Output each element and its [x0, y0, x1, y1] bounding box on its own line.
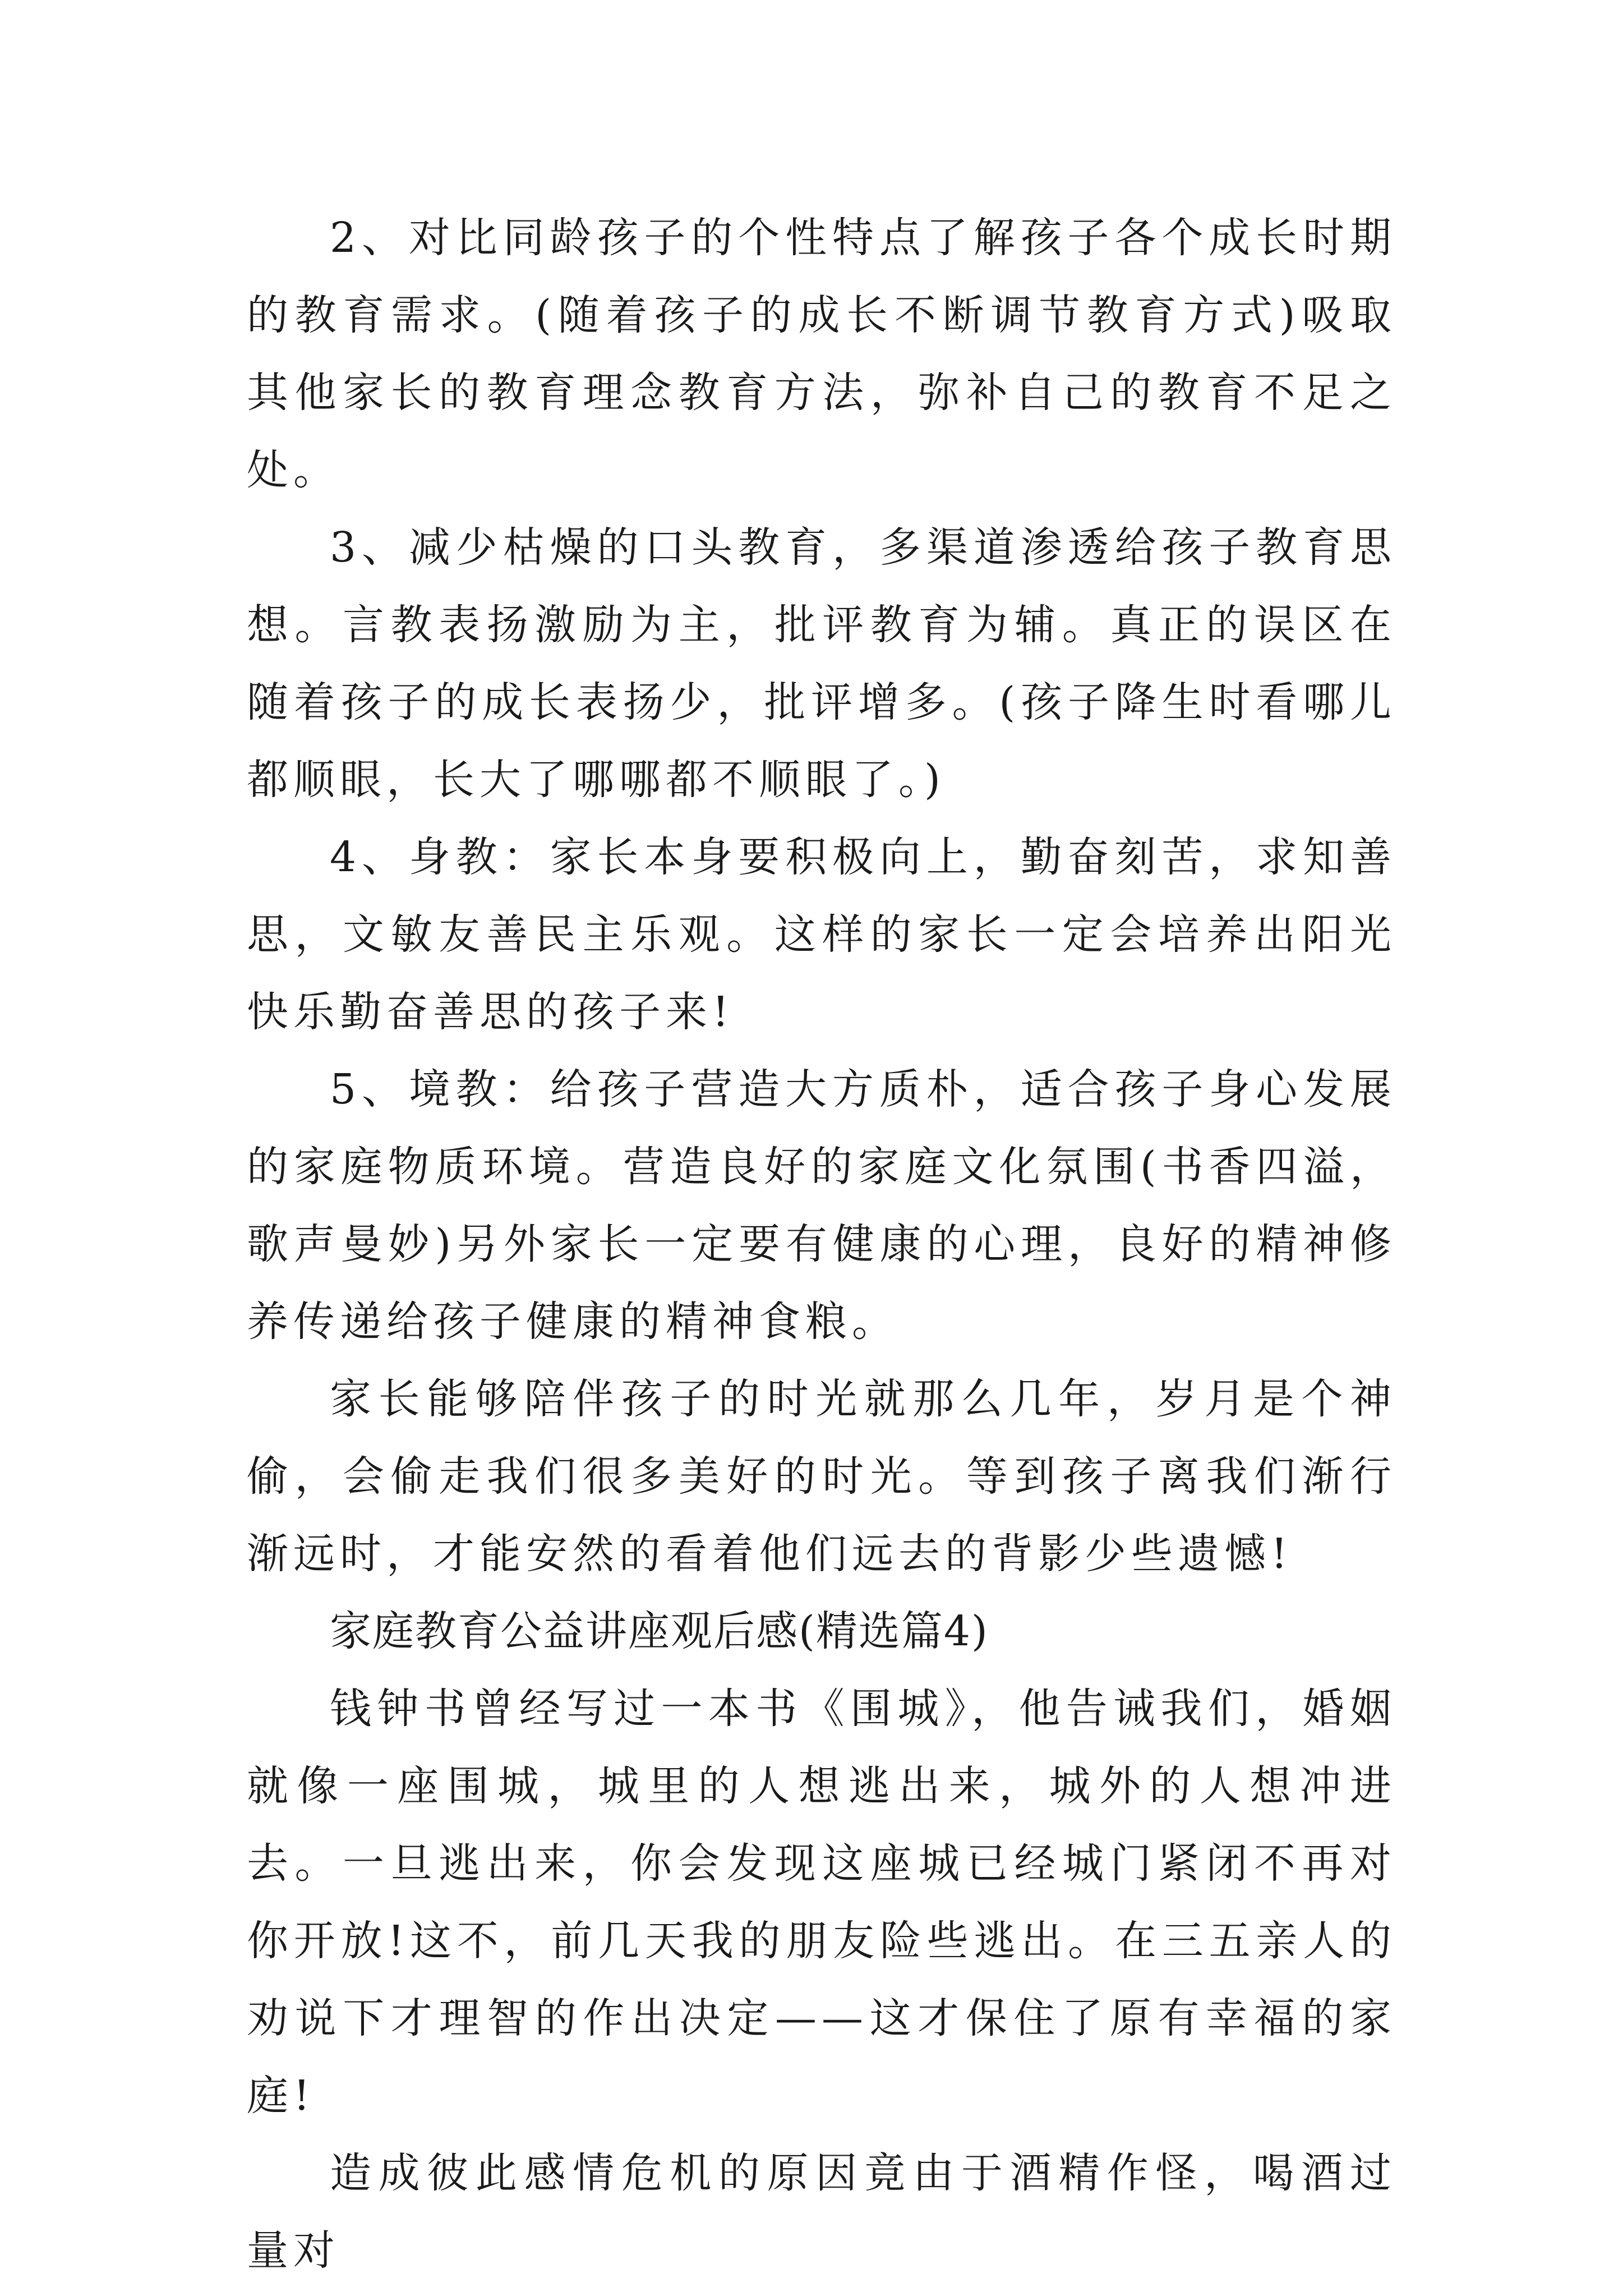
paragraph-item-2: 2、对比同龄孩子的个性特点了解孩子各个成长时期的教育需求。(随着孩子的成长不断调节教育方式)吸取其他家长的教育理念教育方法，弥补自己的教育不足之处。	[247, 214, 1396, 494]
section-paragraph: 造成彼此感情危机的原因竟由于酒精作怪，喝酒过量对	[247, 2149, 1396, 2275]
section-paragraph: 钱钟书曾经写过一本书《围城》，他告诫我们，婚姻就像一座围城，城里的人想逃出来，城外的人想冲进去。一旦逃出来，你会发现这座城已经城门紧闭不再对你开放!这不，前几天我的朋友险些逃出。在三五亲人的劝说下才理智的作出决定——这才保住了原有幸福的家庭!	[247, 1685, 1396, 2120]
paragraph-item-3: 3、减少枯燥的口头教育，多渠道渗透给孩子教育思想。言教表扬激励为主，批评教育为辅。真正的误区在随着孩子的成长表扬少，批评增多。(孩子降生时看哪儿都顺眼，长大了哪哪都不顺眼了。)	[247, 523, 1396, 804]
paragraph-item-4: 4、身教：家长本身要积极向上，勤奋刻苦，求知善思，文敏友善民主乐观。这样的家长一定会培养出阳光快乐勤奋善思的孩子来!	[247, 833, 1396, 1036]
section-heading: 家庭教育公益讲座观后感(精选篇4)	[330, 1607, 989, 1655]
document-body	[247, 199, 1396, 2289]
paragraph-item-5: 5、境教：给孩子营造大方质朴，适合孩子身心发展的家庭物质环境。营造良好的家庭文化氛围(书香四溢，歌声曼妙)另外家长一定要有健康的心理，良好的精神修养传递给孩子健康的精神食粮。	[247, 1065, 1396, 1346]
paragraph-conclusion: 家长能够陪伴孩子的时光就那么几年，岁月是个神偷，会偷走我们很多美好的时光。等到孩子离我们渐行渐远时，才能安然的看着他们远去的背影少些遗憾!	[247, 1375, 1396, 1578]
